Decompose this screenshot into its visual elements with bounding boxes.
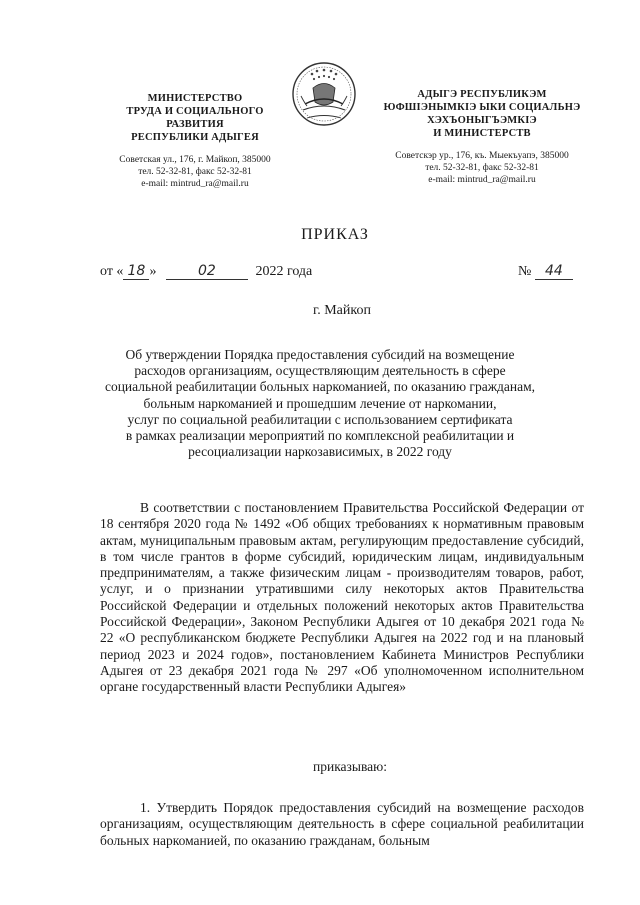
header-right [378,88,586,186]
order-city: г. Майкоп [313,303,371,318]
order-number [518,263,573,280]
order-item-1: 1. Утвердить Порядок предоставления субсидий на возмещение расходов организациям, осуществляющим деятельность в сфере социальной реабилитации больных наркоманией, по оказанию гражданам, больным [100,800,584,848]
ministry-name-line: АДЫГЭ РЕСПУБЛИКЭМ [417,89,547,100]
subject-line: услуг по социальной реабилитации с использованием сертификата [127,411,513,427]
subject-line: в рамках реализации мероприятий по комплексной реабилитации и [125,428,515,444]
ministry-name-line: МИНИСТЕРСТВО [147,93,243,104]
date-mid: » [149,264,157,279]
order-title: ПРИКАЗ [301,226,369,243]
ministry-name-line: И МИНИСТЕРСТВ [433,128,531,139]
contact-line: e-mail: mintrud_ra@mail.ru [428,175,536,185]
subject-line: расходов организациям, осуществляющим деятельность в сфере [134,363,506,379]
ministry-name-line: РЕСПУБЛИКИ АДЫГЕЯ [131,132,259,143]
header-left [100,92,290,190]
date-year: 2022 года [255,264,313,279]
ministry-name-line: ЮФШІЭНЫМКІЭ ЫКИ СОЦИАЛЬНЭ [383,102,581,113]
order-date [100,263,312,280]
contact-line: тел. 52-32-81, факс 52-32-81 [425,163,539,173]
contact-line: Советскэр ур., 176, къ. Мыекъуапэ, 385000 [395,151,569,161]
coat-of-arms-icon [291,60,357,130]
subject-line: социальной реабилитации больных наркоманией, по оказанию гражданам, [104,379,536,395]
contact-line: e-mail: mintrud_ra@mail.ru [141,179,249,189]
ministry-name-line: ТРУДА И СОЦИАЛЬНОГО [126,106,264,117]
number-prefix: № [518,264,532,279]
ministry-name-ady [378,88,586,140]
command-text: приказываю: [313,759,387,774]
date-prefix: от « [100,264,124,279]
subject-line: Об утверждении Порядка предоставления субсидий на возмещение [125,347,515,362]
contact-line: тел. 52-32-81, факс 52-32-81 [138,167,252,177]
number-value: 44 [535,263,573,280]
ministry-contacts-ady [378,150,586,186]
ministry-name-line: ХЭХЪОНЫГЪЭМКІЭ [427,115,537,126]
ministry-contacts-ru [100,154,290,190]
subject-line: больным наркоманией и прошедшим лечение от наркомании, [143,395,497,411]
ministry-name-ru [100,92,290,144]
order-subject [100,347,540,460]
ministry-name-line: РАЗВИТИЯ [166,119,224,130]
preamble-paragraph: В соответствии с постановлением Правительства Российской Федерации от 18 сентября 2020 года № 1492 «Об общих требованиях к нормативным правовым актам, муниципальным правовым актам, регулирующим предоставление субсидий, в том числе грантов в форме субсидий, юридическим лицам, индивидуальным предпринимателям, а также физическим лицам - производителям товаров, работ, услуг, и о признании утратившими силу некоторых актов Правительства Российской Федерации и отдельных положений некоторых актов Правительства Российской Федерации», Законом Республики Адыгея от 10 декабря 2021 года № 22 «О республиканском бюджете Республики Адыгея на 2022 год и на плановый период 2023 и 2024 годов», постановлением Кабинета Министров Республики Адыгея от 23 декабря 2021 года № 297 «Об уполномоченном исполнительном органе государственный власти Республики Адыгея» [100,500,584,695]
date-month: 02 [166,263,248,280]
contact-line: Советская ул., 176, г. Майкоп, 385000 [119,155,271,165]
subject-line: ресоциализации наркозависимых, в 2022 году [188,444,452,460]
date-day: 18 [123,263,149,280]
